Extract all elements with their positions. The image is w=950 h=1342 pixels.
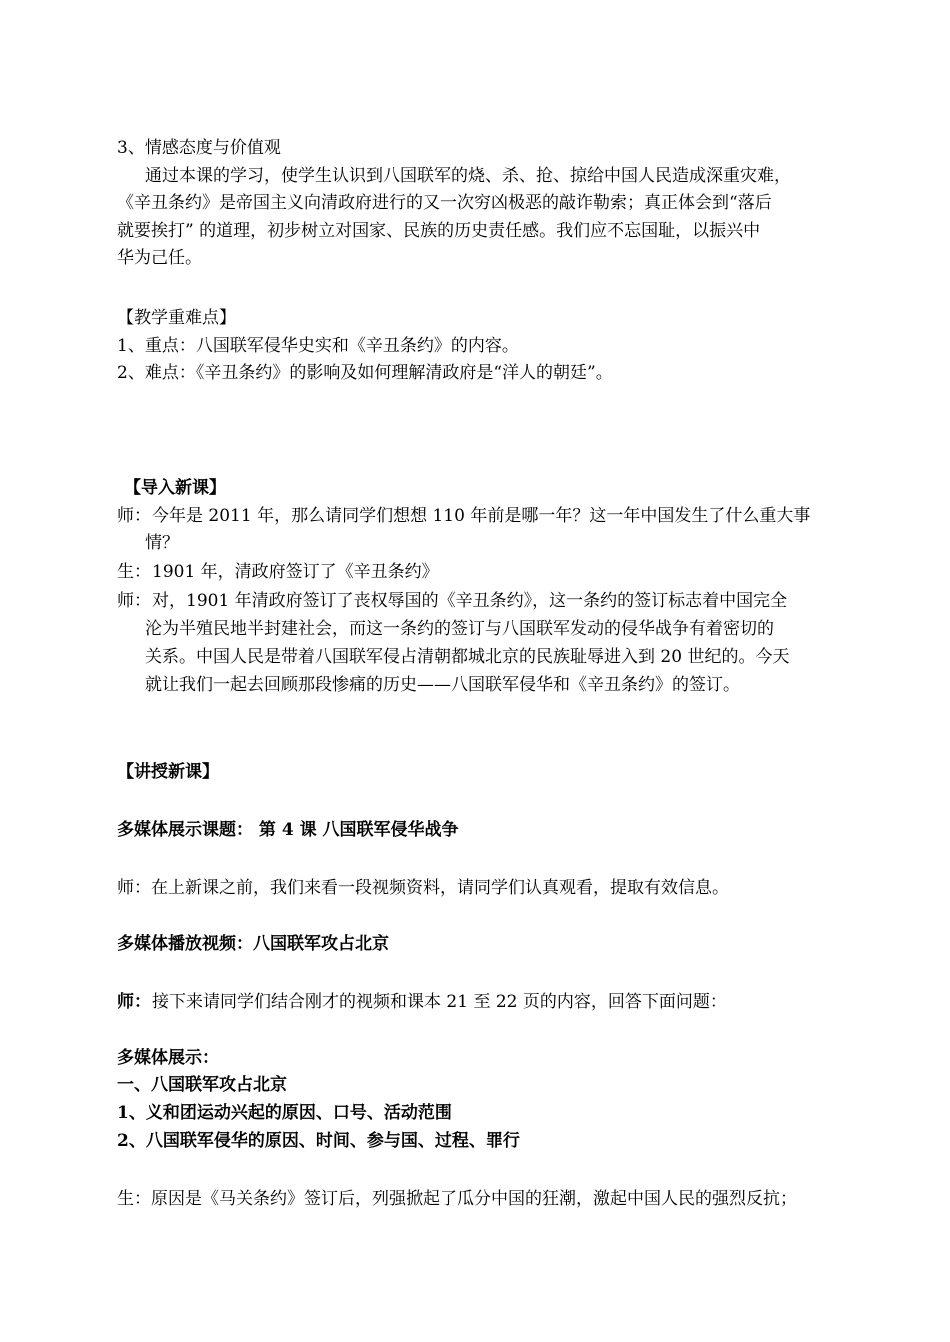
key-point-item: 1、重点：八国联军侵华史实和《辛丑条约》的内容。: [117, 336, 519, 356]
teacher-label: 师：: [117, 506, 151, 526]
section-heading: 一、八国联军攻占北京: [117, 1075, 287, 1095]
teacher-label: 师：: [117, 992, 151, 1012]
student-line: 生：原因是《马关条约》签订后，列强掀起了瓜分中国的狂潮，激起中国人民的强烈反抗；: [117, 1189, 797, 1209]
video-line: 多媒体播放视频：八国联军攻占北京: [117, 934, 389, 954]
key-point-item: 2、难点：《辛丑条约》的影响及如何理解清政府是“洋人的朝廷”。: [117, 363, 613, 383]
teacher-label: 师：: [117, 591, 151, 611]
teacher-line: 沦为半殖民地半封建社会，而这一条约的签订与八国联军发动的侵华战争有着密切的: [145, 619, 774, 639]
goals-paragraph-line: 《辛丑条约》是帝国主义向清政府进行的又一次穷凶极恶的敲诈勒索；真正体会到“落后: [117, 193, 772, 213]
teacher-line: 师：在上新课之前，我们来看一段视频资料，请同学们认真观看，提取有效信息。: [117, 878, 729, 898]
goals-paragraph-line: 通过本课的学习，使学生认识到八国联军的烧、杀、抢、掠给中国人民造成深重灾难，: [145, 166, 791, 186]
question-item: 2、八国联军侵华的原因、时间、参与国、过程、罪行: [117, 1131, 520, 1151]
goals-paragraph-line: 就要挨打” 的道理，初步树立对国家、民族的历史责任感。我们应不忘国耻，以振兴中: [117, 221, 761, 241]
goals-heading: 3、情感态度与价值观: [117, 138, 281, 158]
teacher-line: 关系。中国人民是带着八国联军侵占清朝都城北京的民族耻辱进入到 20 世纪的。今天: [145, 647, 790, 667]
lecture-heading: 【讲授新课】: [117, 762, 219, 782]
teacher-line: 情？: [145, 533, 179, 553]
teacher-line: 今年是 2011 年，那么请同学们想想 110 年前是哪一年？这一年中国发生了什么重大事: [152, 506, 811, 526]
student-line: 1901 年，清政府签订了《辛丑条约》: [152, 562, 439, 582]
teacher-line: 就让我们一起去回顾那段惨痛的历史——八国联军侵华和《辛丑条约》的签订。: [145, 675, 740, 695]
teacher-line: 对，1901 年清政府签订了丧权辱国的《辛丑条约》，这一条约的签订标志着中国完全: [152, 591, 788, 611]
key-points-heading: 【教学重难点】: [117, 308, 236, 328]
topic-line: 多媒体展示课题： 第 4 课 八国联军侵华战争: [117, 820, 459, 840]
goals-paragraph-line: 华为己任。: [117, 248, 202, 268]
student-label: 生：: [117, 562, 151, 582]
teacher-line: 接下来请同学们结合刚才的视频和课本 21 至 22 页的内容，回答下面问题：: [152, 992, 727, 1012]
question-item: 1、义和团运动兴起的原因、口号、活动范围: [117, 1103, 452, 1123]
intro-heading: 【导入新课】: [124, 478, 226, 498]
display-label: 多媒体展示：: [117, 1048, 219, 1068]
